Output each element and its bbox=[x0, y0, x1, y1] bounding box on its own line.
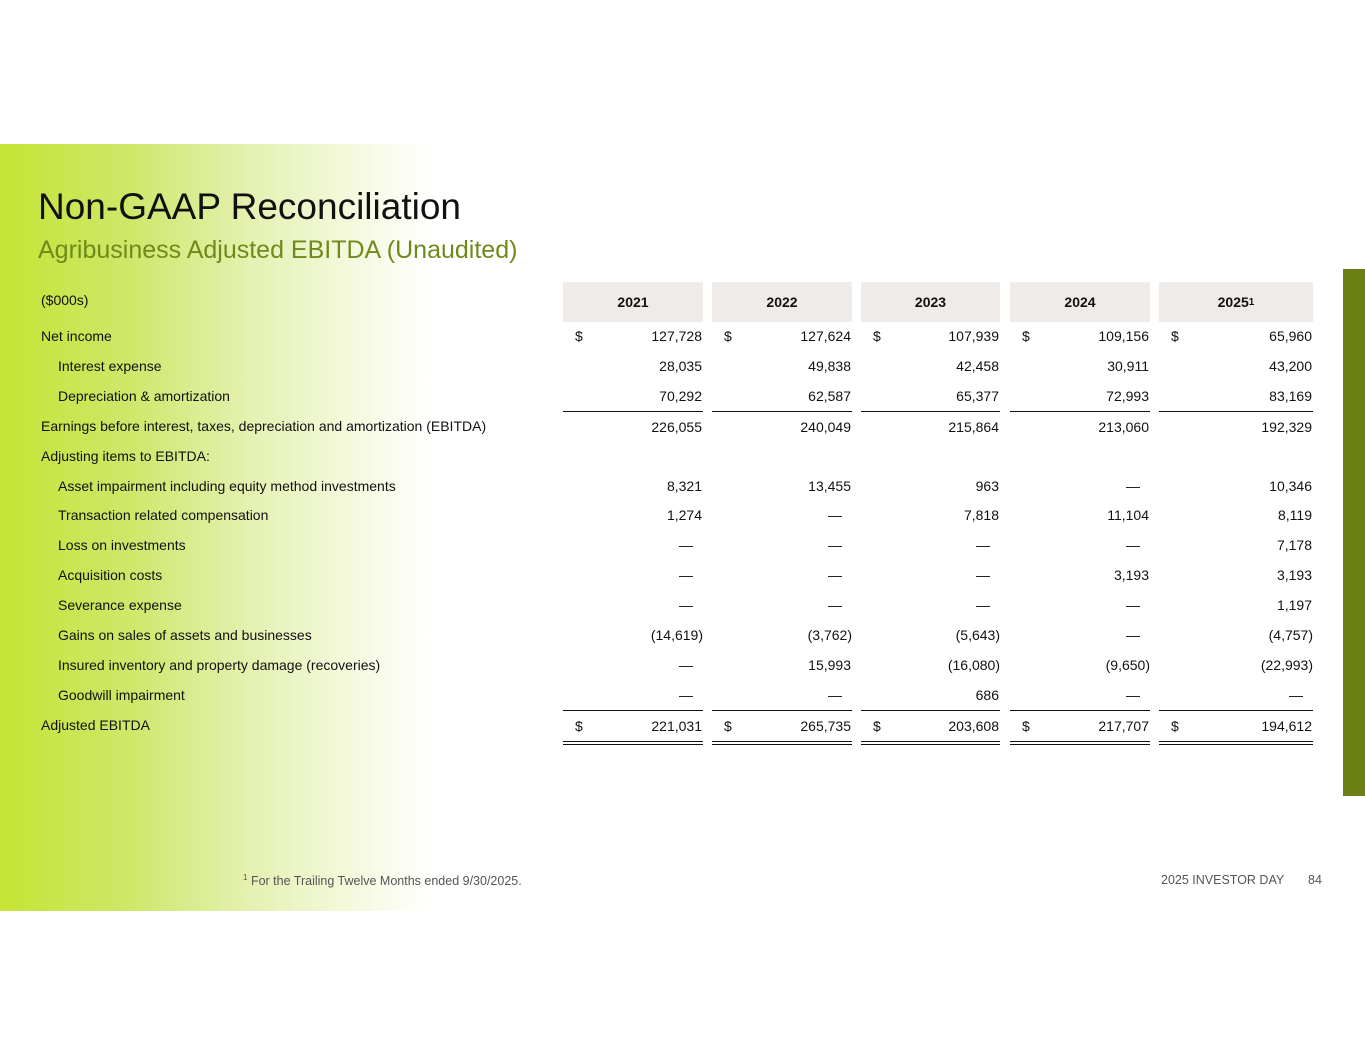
table-row bbox=[0, 560, 1365, 590]
cell-value: 221,031 bbox=[651, 717, 702, 734]
table-row bbox=[0, 381, 1365, 411]
table-cell bbox=[1010, 710, 1150, 745]
table-cell bbox=[712, 590, 852, 620]
table-cell bbox=[1010, 500, 1150, 530]
table-cell bbox=[861, 500, 1000, 530]
table-cell bbox=[563, 321, 703, 351]
row-label: Asset impairment including equity method investments bbox=[58, 477, 396, 494]
cell-value: 127,728 bbox=[651, 328, 702, 344]
cell-value: 10,346 bbox=[1269, 477, 1312, 494]
column-header-3 bbox=[861, 282, 1000, 322]
cell-value: — bbox=[976, 537, 990, 554]
table-cell bbox=[712, 680, 852, 710]
cell-value: (4,757) bbox=[1268, 627, 1313, 643]
table-cell bbox=[712, 351, 852, 381]
row-label: Net income bbox=[41, 328, 112, 344]
table-cell bbox=[1159, 351, 1313, 381]
cell-value: 43,200 bbox=[1269, 357, 1312, 374]
table-cell bbox=[1159, 650, 1313, 680]
cell-value: 1,274 bbox=[666, 507, 702, 524]
cell-value: 192,329 bbox=[1261, 418, 1312, 435]
table-row bbox=[0, 351, 1365, 381]
table-cell bbox=[712, 710, 852, 745]
table-row bbox=[0, 500, 1365, 530]
table-cell bbox=[563, 471, 703, 501]
table-cell bbox=[1010, 321, 1150, 351]
table-cell bbox=[712, 620, 852, 650]
table-cell bbox=[861, 710, 1000, 745]
cell-value: — bbox=[828, 597, 842, 614]
row-label: Interest expense bbox=[58, 357, 162, 374]
cell-value: 8,321 bbox=[666, 477, 702, 494]
table-cell bbox=[861, 321, 1000, 351]
column-header-1 bbox=[563, 282, 703, 322]
row-label: Acquisition costs bbox=[58, 567, 163, 584]
currency-symbol: $ bbox=[873, 717, 881, 734]
table-cell bbox=[1159, 471, 1313, 501]
cell-value: — bbox=[976, 567, 990, 584]
column-footnote-marker: 1 bbox=[1248, 296, 1255, 308]
table-cell bbox=[563, 620, 703, 650]
row-label: Earnings before interest, taxes, depreciation and amortization (EBITDA) bbox=[41, 417, 487, 434]
currency-symbol: $ bbox=[1171, 328, 1179, 344]
cell-value: 963 bbox=[975, 477, 999, 494]
cell-value: — bbox=[1126, 627, 1140, 643]
table-cell bbox=[1159, 441, 1313, 471]
cell-value: — bbox=[1126, 686, 1140, 703]
cell-value: — bbox=[679, 686, 693, 703]
footnote bbox=[243, 873, 522, 888]
row-label: Adjusted EBITDA bbox=[41, 716, 150, 733]
row-label: Depreciation & amortization bbox=[58, 387, 230, 404]
cell-value: 49,838 bbox=[808, 357, 851, 374]
column-year: 2021 bbox=[617, 294, 649, 310]
table-cell bbox=[563, 351, 703, 381]
table-cell bbox=[1159, 500, 1313, 530]
cell-value: — bbox=[1126, 537, 1140, 554]
column-year: 2025 bbox=[1217, 294, 1249, 310]
table-cell bbox=[563, 680, 703, 710]
table-cell bbox=[861, 680, 1000, 710]
cell-value: 215,864 bbox=[948, 418, 999, 435]
column-header-4 bbox=[1010, 282, 1150, 322]
cell-value: (9,650) bbox=[1105, 656, 1150, 673]
table-cell bbox=[1010, 351, 1150, 381]
column-header-2 bbox=[712, 282, 852, 322]
table-cell bbox=[1159, 620, 1313, 650]
table-cell bbox=[1010, 381, 1150, 411]
table-cell bbox=[563, 411, 703, 442]
cell-value: 109,156 bbox=[1098, 328, 1149, 344]
footer-brand: 2025 INVESTOR DAY bbox=[1161, 873, 1285, 887]
table-row bbox=[0, 590, 1365, 620]
cell-value: — bbox=[679, 567, 693, 584]
cell-value: 226,055 bbox=[651, 418, 702, 435]
page-subtitle: Agribusiness Adjusted EBITDA (Unaudited) bbox=[38, 236, 518, 264]
currency-symbol: $ bbox=[873, 328, 881, 344]
cell-value: (3,762) bbox=[807, 627, 852, 643]
cell-value: 13,455 bbox=[808, 477, 851, 494]
table-cell bbox=[1159, 710, 1313, 745]
table-cell bbox=[1159, 381, 1313, 411]
table-cell bbox=[1010, 441, 1150, 471]
table-cell bbox=[563, 441, 703, 471]
table-cell bbox=[1010, 560, 1150, 590]
table-cell bbox=[1010, 680, 1150, 710]
table-cell bbox=[1010, 530, 1150, 560]
cell-value: — bbox=[976, 597, 990, 614]
cell-value: — bbox=[828, 567, 842, 584]
column-year: 2023 bbox=[914, 294, 947, 310]
cell-value: 3,193 bbox=[1113, 567, 1149, 584]
cell-value: 213,060 bbox=[1098, 418, 1149, 435]
table-cell bbox=[712, 530, 852, 560]
cell-value: 686 bbox=[975, 686, 999, 703]
cell-value: 107,939 bbox=[948, 328, 999, 344]
table-cell bbox=[712, 500, 852, 530]
cell-value: 42,458 bbox=[956, 357, 999, 374]
cell-value: 217,707 bbox=[1098, 717, 1149, 734]
cell-value: 194,612 bbox=[1261, 717, 1312, 734]
table-row bbox=[0, 650, 1365, 680]
cell-value: — bbox=[1126, 597, 1140, 614]
cell-value: 3,193 bbox=[1276, 567, 1312, 584]
cell-value: — bbox=[679, 597, 693, 614]
cell-value: 1,197 bbox=[1276, 597, 1312, 614]
table-row bbox=[0, 321, 1365, 351]
cell-value: — bbox=[679, 656, 693, 673]
table-cell bbox=[563, 530, 703, 560]
cell-value: 127,624 bbox=[800, 328, 851, 344]
table-cell bbox=[712, 441, 852, 471]
table-row bbox=[0, 680, 1365, 710]
cell-value: 240,049 bbox=[800, 418, 851, 435]
table-cell bbox=[712, 411, 852, 442]
currency-symbol: $ bbox=[575, 328, 583, 344]
table-cell bbox=[861, 381, 1000, 411]
cell-value: — bbox=[828, 686, 842, 703]
currency-symbol: $ bbox=[1171, 717, 1179, 734]
table-row bbox=[0, 710, 1365, 740]
cell-value: (16,080) bbox=[947, 656, 1000, 673]
currency-symbol: $ bbox=[724, 717, 732, 734]
cell-value: (5,643) bbox=[955, 627, 1000, 643]
column-header-5 bbox=[1159, 282, 1313, 322]
table-cell bbox=[1010, 471, 1150, 501]
table-cell bbox=[563, 381, 703, 411]
table-cell bbox=[1159, 590, 1313, 620]
row-label: Loss on investments bbox=[58, 537, 186, 554]
cell-value: — bbox=[1126, 477, 1140, 494]
cell-value: 7,178 bbox=[1276, 537, 1312, 554]
table-cell bbox=[861, 590, 1000, 620]
currency-symbol: $ bbox=[724, 328, 732, 344]
cell-value: (14,619) bbox=[650, 627, 703, 643]
cell-value: 30,911 bbox=[1107, 357, 1149, 374]
table-cell bbox=[1159, 680, 1313, 710]
row-label: Goodwill impairment bbox=[58, 686, 185, 703]
row-label: Adjusting items to EBITDA: bbox=[41, 447, 210, 464]
cell-value: (22,993) bbox=[1260, 656, 1313, 673]
cell-value: 11,104 bbox=[1107, 507, 1149, 524]
table-cell bbox=[1159, 411, 1313, 442]
column-year: 2024 bbox=[1064, 294, 1096, 310]
table-cell bbox=[861, 411, 1000, 442]
page-title: Non-GAAP Reconciliation bbox=[38, 186, 461, 227]
cell-value: — bbox=[828, 537, 842, 554]
table-cell bbox=[1159, 560, 1313, 590]
column-year: 2022 bbox=[766, 294, 798, 310]
table-cell bbox=[861, 471, 1000, 501]
table-cell bbox=[861, 620, 1000, 650]
table-cell bbox=[861, 530, 1000, 560]
table-cell bbox=[1010, 411, 1150, 442]
cell-value: 72,993 bbox=[1106, 387, 1149, 404]
table-row bbox=[0, 530, 1365, 560]
currency-symbol: $ bbox=[1022, 717, 1030, 734]
table-row bbox=[0, 411, 1365, 441]
currency-symbol: $ bbox=[1022, 328, 1030, 344]
cell-value: 15,993 bbox=[808, 656, 851, 673]
page-number: 84 bbox=[1308, 873, 1322, 887]
cell-value: 83,169 bbox=[1269, 387, 1312, 404]
cell-value: 203,608 bbox=[948, 717, 999, 734]
row-label: Gains on sales of assets and businesses bbox=[58, 627, 312, 643]
table-cell bbox=[861, 650, 1000, 680]
cell-value: 28,035 bbox=[659, 357, 702, 374]
cell-value: 7,818 bbox=[963, 507, 999, 524]
cell-value: 65,960 bbox=[1269, 328, 1312, 344]
table-row bbox=[0, 620, 1365, 650]
table-cell bbox=[712, 321, 852, 351]
table-cell bbox=[1010, 650, 1150, 680]
currency-symbol: $ bbox=[575, 717, 583, 734]
cell-value: — bbox=[679, 537, 693, 554]
table-cell bbox=[712, 381, 852, 411]
cell-value: 62,587 bbox=[808, 387, 851, 404]
table-row bbox=[0, 471, 1365, 501]
table-cell bbox=[563, 710, 703, 745]
cell-value: — bbox=[828, 507, 842, 524]
table-cell bbox=[563, 650, 703, 680]
footnote-text: For the Trailing Twelve Months ended 9/30/2025. bbox=[250, 874, 522, 889]
table-cell bbox=[861, 351, 1000, 381]
row-label: Insured inventory and property damage (recoveries) bbox=[58, 656, 381, 673]
table-cell bbox=[1010, 620, 1150, 650]
table-cell bbox=[1159, 321, 1313, 351]
table-cell bbox=[563, 500, 703, 530]
table-cell bbox=[712, 471, 852, 501]
table-cell bbox=[712, 650, 852, 680]
table-cell bbox=[861, 560, 1000, 590]
table-cell bbox=[563, 590, 703, 620]
table-cell bbox=[1010, 590, 1150, 620]
cell-value: 265,735 bbox=[800, 717, 851, 734]
row-label: Severance expense bbox=[58, 597, 182, 614]
footnote-marker: 1 bbox=[243, 873, 248, 882]
table-cell bbox=[1159, 530, 1313, 560]
table-row bbox=[0, 441, 1365, 471]
table-cell bbox=[712, 560, 852, 590]
cell-value: 65,377 bbox=[956, 387, 999, 404]
row-label: Transaction related compensation bbox=[58, 507, 269, 524]
cell-value: — bbox=[1289, 686, 1303, 703]
cell-value: 70,292 bbox=[659, 387, 702, 404]
cell-value: 8,119 bbox=[1278, 507, 1312, 524]
table-cell bbox=[861, 441, 1000, 471]
table-cell bbox=[563, 560, 703, 590]
units-label: ($000s) bbox=[41, 292, 89, 308]
